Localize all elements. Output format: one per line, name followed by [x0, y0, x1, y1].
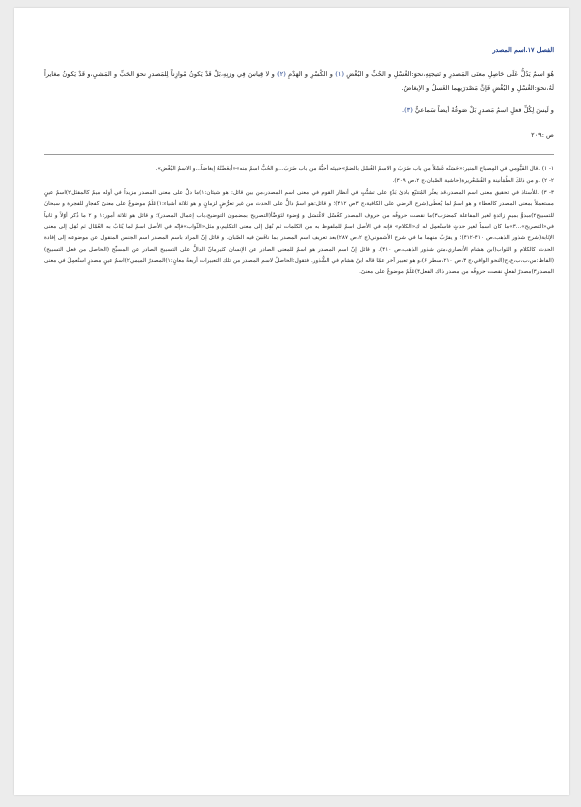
footnote-ref-1[interactable]: (۱) [335, 70, 344, 78]
footnote-3: ۳- ۳) .للأستاذ في تحقيق معنى اسم المصدر،قد يعثُر المُتتبّع بادئ بَدْءٍ على تشتُّتٍ في أنظار القوم في معنى اسم المصدر،من بين قائل: هو شيئان:۱)ما دلَّ على معنى المصدر مزيداً في أوله ميمٌ كالمقتَل۲)اسمٌ عينٍ مستعملاً بمعنى المصدر كالعطاء و هو اسمٌ لما يُعطَى(شرح الرضي على الكافية،ج ۳ص ۴۱۲)؛ و قائل:هو اسمٌ دالٌّ على الحدث من غير تعرُّضٍ لزمانٍ و هو ثلاثة أشياء:۱)عَلَمٌ موضوعٌ على معنىً كفجارِ للفجرة و سبحانَ للتسبيح۲)مبدوٌّ بميمٍ زائدةٍ لغير المفاعلة كمضرَب۳)ما نقصت حروفُه من حروف المصدر كغُسْل لاغْتسَل و وُضوء لتَوَضَّأ(التصريح بمضمون التوضيح،باب إعمال المصدر)؛ و قائل هو ثلاثة أمور:۱ و ۲ ما ذُكر أوّلاً و ثانياً في«التصريح»...۳»ما كان اسماً لغير حدثٍ فاستُعمِل له ك«الكلام» فإنه في الأصل اسمٌ للملفوظ به من الكلمات ثم نُقِل إلى معنى التكليم،و مثل«الثّواب»فإنّه في الأصل اسمٌ لما يُثابُ به العُمّال ثم نُقِل إلى معنى الإثابة(شرح شذور الذهب،ص ۴۱۰-۴۱۲)؛ و يقرُبُ منهما ما في شرح الأشموني(ج ۲،ص ۲۸۷)بعد تعريف اسم المصدر بما نافَسَ فيه الصّبان. و قائل إنّ المراد باسم المصدر اسم الجنس المنقول عن موضوعه إلى إفادة الحدث كالكلام و الثواب(ابن هشام الأنصاري،متن شذور الذهب،ص ۴۱۰). و قائل إنّ اسم المصدر هو اسمٌ للمعنى الصادر عن الإنسان كثيرمانّ الدالُّ على التسبيح الصادر عن المسبِّح (الحاصل من فعل التسبيح)(الفاظ:س،ب،ب،ع،ح(النحو الوافي،ج ۳،ص ۲۱۰،سطر ۶)،و هو تعبير آخر عمّا قاله ابنُ هشام في الشُّذور. فتقول:الحاصلُ لاسم المصدر من تلك التعبيرات أربعةُ معانٍ:۱)المصدرُ الميمي۲)اسمٌ عينٍ مصدرٍ استُعمِلَ في معنى المصدر۳)مصدرٌ لفعلٍ نقصت حروفُه من مصدر ذاك الفعل۴)عَلَمٌ موضوعٌ على معنىً. [44, 190, 554, 276]
paragraph-text: و لا قِياسَ فِي وزنِهِ،بَلْ قَدْ يَكونُ مُوازِناً لِلمَصدرِ نحوَ الحَبِّ و المَشيِ،و قَدْ يَكونُ مغايراً لَهُ،نحوَ:الغُسْلِ و البُغْضِ فَإنَّ مَصْدرَيهما الغَسلُ و الإبغاضُ. [44, 70, 554, 92]
body-paragraph-2 [44, 104, 554, 118]
footnotes [44, 164, 554, 279]
footnote-1: ۱- ۱) .قال الفَيُّومي في المِصباح المنير:«حَسَنُه غَسْلاً من باب ضَرَبَ و الاسمُ الغُسْل بالضمّ»حبيئه أحبُّهُ من باب ضَرَبَ...و الحُبُّ اسمٌ منه»«أبغَضْتُهُ إبغاضاً...و الاسمُ البُغْض». [155, 165, 554, 172]
page-reference: ص :۲۰۹ [531, 130, 554, 139]
chapter-heading: الفصل ۱۷.اسم المصدر [492, 46, 554, 54]
body-paragraph-1 [44, 68, 554, 95]
paragraph-text: و لَيسَ لِكُلِّ فعلٍ اسمُ مَصدرٍ بَلْ صَوغُهُ أيضاً سَماعيٌّ [414, 106, 554, 114]
footnote-2: ۲- ۲) .و من ذلكَ الطُمَأنينة و القُشَعْريرة(حاشية الصّبان،ج ۲،ص ۳۰۹). [392, 177, 554, 184]
footnote-ref-2[interactable]: (۲) [277, 70, 286, 78]
paragraph-text: و الكُسْرِ و الهَدْمِ [288, 70, 333, 78]
footnote-divider [44, 154, 554, 155]
page-content [44, 46, 554, 279]
footnote-ref-3[interactable]: (۳). [402, 106, 413, 114]
document-page [14, 8, 569, 795]
paragraph-text: هُوَ اسمٌ يَدُلُّ عَلَى حَاصِلِ معنَى المَصدرِ و نَتيجتِهِ،نحوَ:الغُسْلِ و الحُبِّ و البُغْضِ [346, 70, 554, 78]
